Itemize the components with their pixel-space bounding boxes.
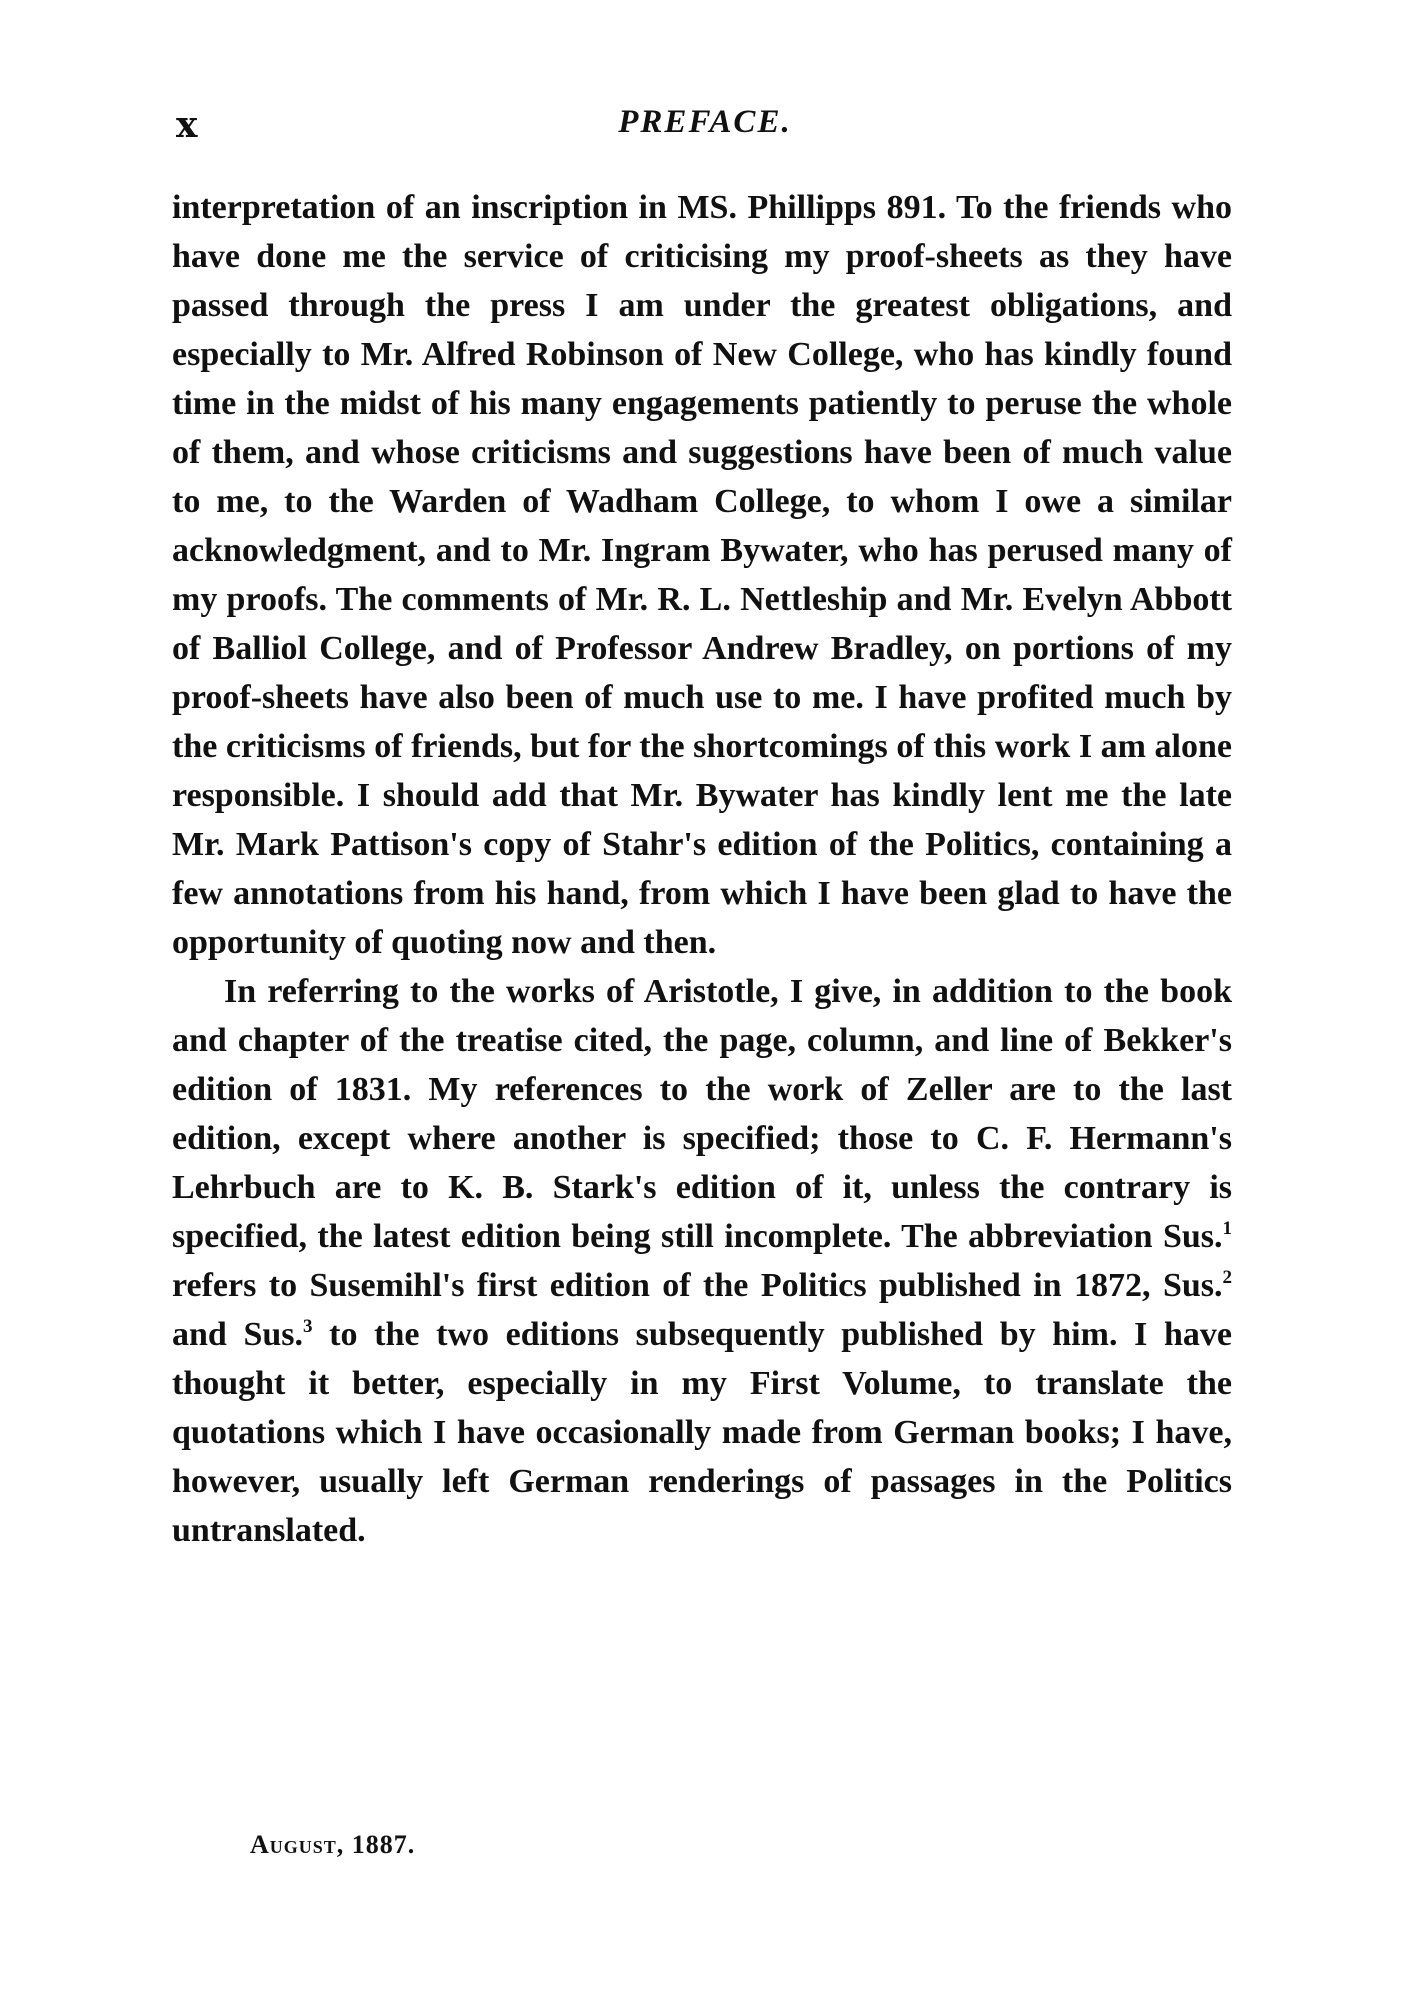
dateline: August, 1887.	[250, 1830, 416, 1859]
paragraph-references-text: In referring to the works of Aristotle, I give, in addition to the book and chapter of the treatise cited, the page, column, and line of Bekker's edition of 1831. My references to the work of Zeller are to the last edition, except where another is specified; those to C. F. Hermann's Lehrbuch are to K. B. Stark's edition of it, unless the contrary is specified, the latest edition being still incomplete. The abbreviation Sus.	[172, 973, 1232, 1255]
paragraph-acknowledgments: interpretation of an inscription in MS. Phillipps 891. To the friends who have done me the service of criticising my proof-sheets as they have passed through the press I am under the greatest obligations, and especially to Mr. Alfred Robinson of New College, who has kindly found time in the midst of his many engagements patiently to peruse the whole of them, and whose criticisms and suggestions have been of much value to me, to the Warden of Wadham College, to whom I owe a similar acknowledgment, and to Mr. Ingram Bywater, who has perused many of my proofs. The comments of Mr. R. L. Nettleship and Mr. Evelyn Abbott of Balliol College, and of Professor Andrew Bradley, on portions of my proof-sheets have also been of much use to me. I have profited much by the criticisms of friends, but for the shortcomings of this work I am alone responsible. I should add that Mr. Bywater has kindly lent me the late Mr. Mark Pattison's copy of Stahr's edition of the Politics, containing a few annotations from his hand, from which I have been glad to have the opportunity of quoting now and then.	[172, 189, 1232, 961]
superscript-edition-3: 3	[303, 1316, 313, 1337]
body-text	[172, 183, 1232, 1555]
page-header	[170, 104, 1240, 154]
superscript-edition-1: 1	[1222, 1218, 1232, 1239]
paragraph-references	[172, 967, 1232, 1555]
paragraph-references-text: and Sus.	[172, 1316, 304, 1353]
superscript-edition-2: 2	[1222, 1267, 1232, 1288]
running-head: PREFACE.	[618, 104, 792, 140]
paragraph-references-text: to the two editions subsequently published by him. I have thought it better, especially in my First Volume, to translate the quotations which I have occasionally made from German books; I have, however, usually left German renderings of passages in the Politics untranslated.	[172, 1316, 1232, 1549]
page-number: x	[176, 104, 198, 146]
paragraph-references-text: refers to Susemihl's first edition of the Politics published in 1872, Sus.	[172, 1267, 1223, 1304]
